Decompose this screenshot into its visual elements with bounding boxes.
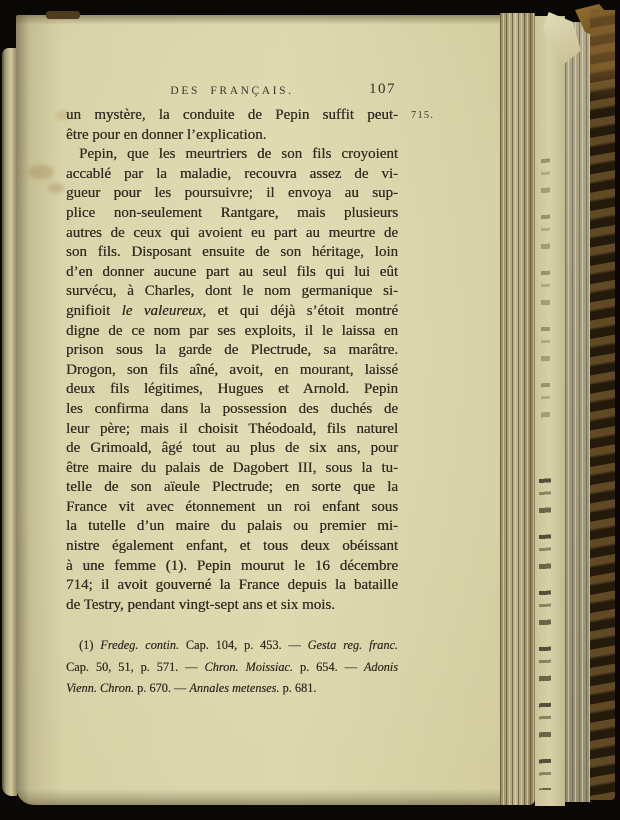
- text-segment: les confirma dans la possession des duchés de: [66, 400, 398, 417]
- text-line: [66, 263, 398, 283]
- text-line: [66, 380, 398, 400]
- book-cover-edge: [590, 10, 615, 800]
- text-segment: plice non-seulement Rantgare, mais plusieurs: [66, 204, 398, 221]
- text-line: [66, 341, 398, 361]
- text-line: [66, 126, 398, 146]
- running-header: DES FRANÇAIS.: [170, 85, 294, 97]
- text-line: [66, 517, 398, 537]
- ink-bleed-marks: [539, 470, 551, 790]
- italic-segment: Annales metenses.: [189, 681, 280, 695]
- text-line: [66, 439, 398, 459]
- text-line: [66, 576, 398, 596]
- text-line: [66, 557, 398, 577]
- foxing-spot: [48, 183, 64, 193]
- text-segment: gueur pour les poursuivre; il envoya au sup-: [66, 185, 398, 202]
- text-segment: Pepin, que les meurtriers de son fils croyoient: [79, 146, 398, 163]
- page-edges-band-inner: [500, 13, 535, 805]
- margin-note-year: 715.: [411, 110, 435, 121]
- text-segment: p. 654. —: [292, 659, 364, 674]
- text-segment: gnifioit: [66, 302, 122, 319]
- text-line: [66, 243, 398, 263]
- text-segment: à une femme (1). Pepin mourut le 16 décembre: [66, 557, 398, 574]
- italic-segment: Gesta reg. franc.: [307, 638, 398, 652]
- book-page: [16, 15, 508, 805]
- text-segment: Drogon, son fils aîné, avoit, en mourant, laissé: [66, 361, 398, 378]
- page-edges-band-outer: [565, 22, 590, 802]
- text-line: [66, 400, 398, 420]
- text-segment: (1): [79, 638, 101, 652]
- text-line: [66, 184, 398, 204]
- footnote-line: [66, 678, 398, 700]
- text-line: [66, 596, 398, 616]
- footnote: [66, 635, 398, 700]
- text-segment: leur père; mais il choisit Théodoald, fils naturel: [66, 420, 398, 437]
- text-segment: son fils. Disposant ensuite de son héritage, loin: [66, 244, 398, 261]
- text-line: [66, 302, 398, 322]
- text-segment: un mystère, la conduite de Pepin suffit peut-: [66, 107, 398, 123]
- ink-bleed-marks: [541, 150, 550, 420]
- text-line: [66, 322, 398, 342]
- facing-page-edge: [2, 48, 17, 796]
- text-line: [66, 282, 398, 302]
- text-segment: de Testry, pendant vingt-sept ans et six mois.: [66, 596, 335, 613]
- text-line: [66, 204, 398, 224]
- text-segment: de Grimoald, âgé tout au plus de six ans, pour: [66, 440, 398, 457]
- foxing-spot: [28, 165, 54, 179]
- italic-segment: Vienn. Chron.: [66, 681, 134, 695]
- text-line: [66, 498, 398, 518]
- body-text: [66, 106, 398, 615]
- text-line: [66, 478, 398, 498]
- text-line: [66, 106, 398, 126]
- text-line: [66, 224, 398, 244]
- italic-segment: le valeureux: [121, 302, 203, 319]
- text-segment: France vit avec étonnement un roi enfant sous: [66, 498, 398, 515]
- binding-edge-nub: [46, 11, 80, 19]
- italic-segment: Chron. Moissiac.: [204, 659, 293, 674]
- text-line: [66, 361, 398, 381]
- text-segment: 714; il avoit gouverné la France depuis la bataille: [66, 577, 398, 594]
- text-line: [66, 165, 398, 185]
- text-segment: accablé par la maladie, recouvra assez de vi-: [66, 165, 398, 182]
- text-segment: Cap. 104, p. 453. —: [179, 638, 308, 652]
- text-segment: , et qui déjà s’étoit montré: [202, 302, 398, 319]
- footnote-line: [66, 635, 398, 657]
- text-segment: digne de ce nom par ses exploits, il le laissa en: [66, 322, 398, 339]
- footnote-line: [66, 657, 398, 679]
- text-segment: la tutelle d’un maire du palais ou premier mi-: [66, 518, 398, 535]
- text-segment: nistre également enfant, et tous deux obéissant: [66, 538, 398, 555]
- italic-segment: Adonis: [363, 659, 398, 674]
- text-line: [66, 459, 398, 479]
- text-line: [66, 145, 398, 165]
- text-segment: être pour en donner l’explication.: [66, 126, 267, 143]
- text-segment: d’en donner aucune part au seul fils qui lui eût: [66, 263, 398, 280]
- text-segment: être maire du palais de Dagobert III, sous la tu-: [66, 459, 398, 476]
- page-number: 107: [369, 81, 396, 97]
- text-segment: prison sous la garde de Plectrude, sa marâtre.: [66, 342, 398, 359]
- text-segment: deux fils légitimes, Hugues et Arnold. Pepin: [66, 381, 398, 398]
- text-segment: survécu, à Charles, dont le nom germanique si-: [66, 283, 398, 300]
- text-segment: Cap. 50, 51, p. 571. —: [66, 659, 205, 674]
- text-segment: p. 670. —: [133, 681, 190, 695]
- text-line: [66, 420, 398, 440]
- text-segment: p. 681.: [279, 681, 317, 695]
- text-segment: telle de son aïeule Plectrude; en sorte que la: [66, 479, 398, 496]
- italic-segment: Fredeg. contin.: [100, 638, 179, 652]
- text-line: [66, 537, 398, 557]
- text-segment: autres de ceux qui avoient eu part au meurtre de: [66, 224, 398, 241]
